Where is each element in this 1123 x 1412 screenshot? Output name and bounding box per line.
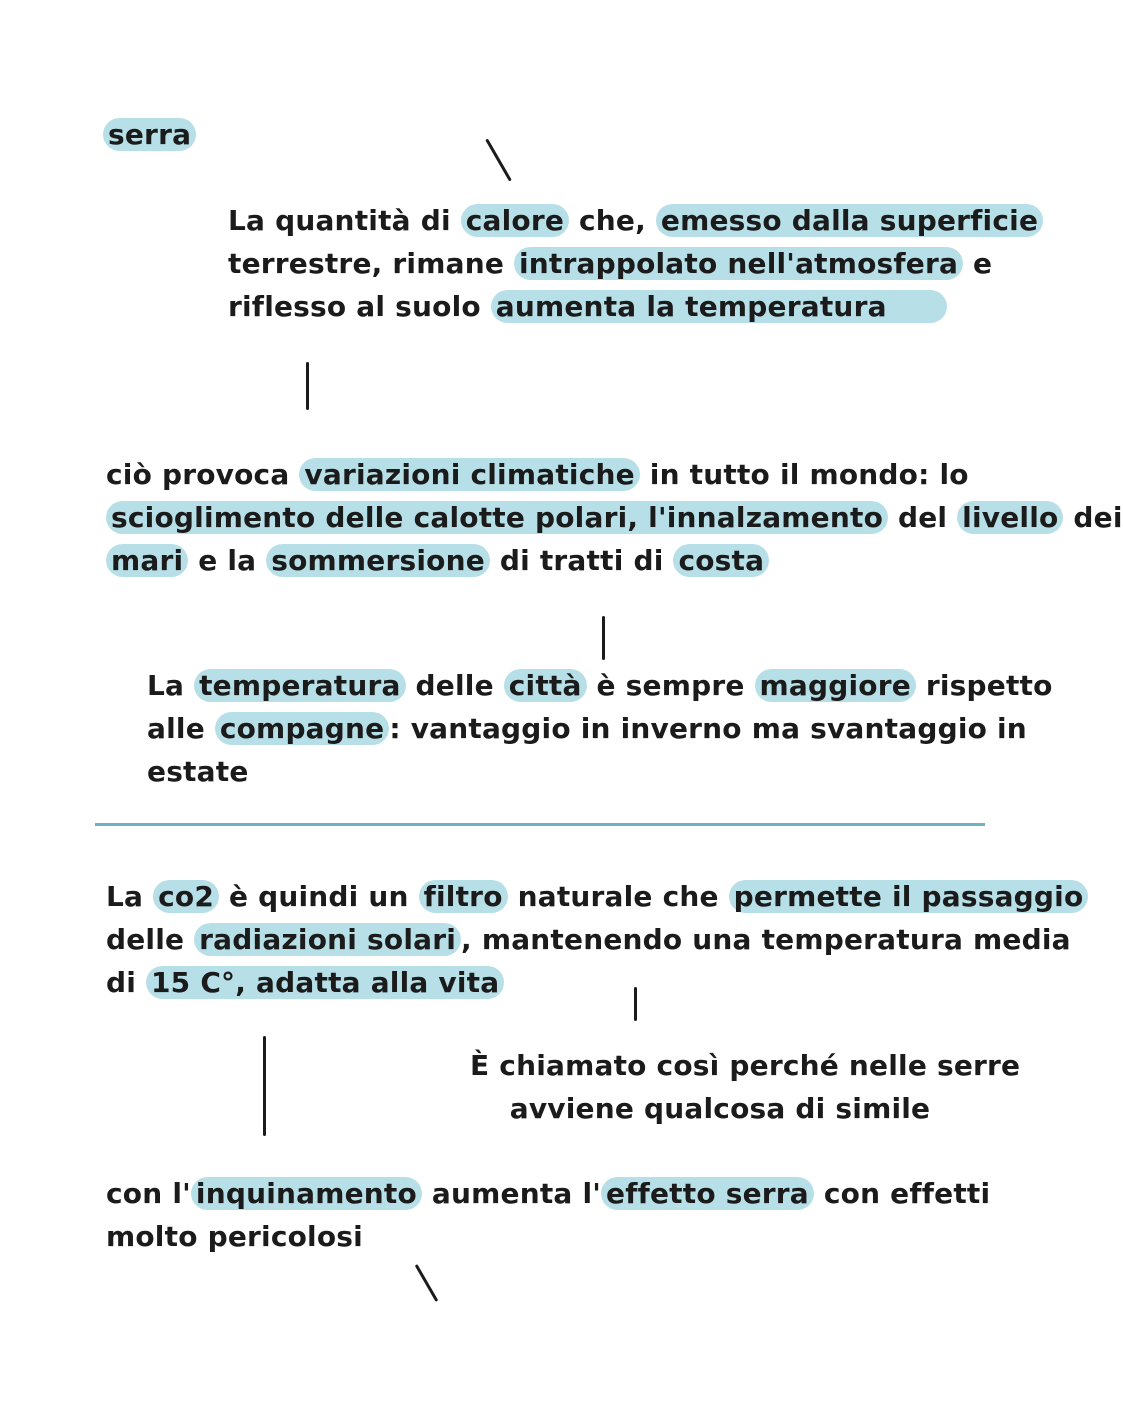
text-line: mari e la sommersione di tratti di costa xyxy=(106,539,1123,582)
arrow-stroke xyxy=(263,1036,266,1136)
text-line: estate xyxy=(147,755,249,788)
text-line: delle radiazioni solari , mantenendo una temperatura media xyxy=(106,923,1071,956)
text-line: con l' inquinamento aumenta l' effetto serra con effetti xyxy=(106,1177,991,1210)
highlight: serra xyxy=(103,118,196,151)
section-divider xyxy=(95,823,985,826)
text-line: scioglimento delle calotte polari, l'innalzamento del livello dei xyxy=(106,496,1123,539)
text-line: È chiamato così perché nelle serre xyxy=(470,1049,1021,1082)
climate-effects xyxy=(106,453,1123,582)
name-explanation xyxy=(470,1044,1021,1130)
text-line: molto pericolosi xyxy=(106,1220,363,1253)
text-line: La quantità di calore che, emesso dalla superficie xyxy=(228,199,1043,242)
text-line: ciò provoca variazioni climatiche in tutto il mondo: lo xyxy=(106,458,969,491)
city-temperature xyxy=(147,664,1053,793)
text-line: alle compagne : vantaggio in inverno ma svantaggio in xyxy=(147,712,1027,745)
text-line: La co2 è quindi un filtro naturale che permette il passaggio xyxy=(106,875,1088,918)
greenhouse-definition xyxy=(228,199,1043,328)
arrow-stroke xyxy=(306,362,309,410)
text-line: riflesso al suolo aumenta la temperatura xyxy=(228,285,1043,328)
heading-serra xyxy=(103,113,196,156)
text-line: di 15 C°, adatta alla vita xyxy=(106,961,1088,1004)
arrow-stroke xyxy=(485,138,512,181)
arrow-stroke xyxy=(602,616,605,660)
co2-filter xyxy=(106,875,1088,1004)
text-line: avviene qualcosa di simile xyxy=(509,1092,931,1125)
text-line: terrestre, rimane intrappolato nell'atmosfera e xyxy=(228,247,993,280)
text-line: La temperatura delle città è sempre maggiore rispetto xyxy=(147,669,1053,702)
arrow-stroke xyxy=(415,1264,439,1302)
pollution-effects xyxy=(106,1172,990,1258)
arrow-stroke xyxy=(634,987,637,1021)
